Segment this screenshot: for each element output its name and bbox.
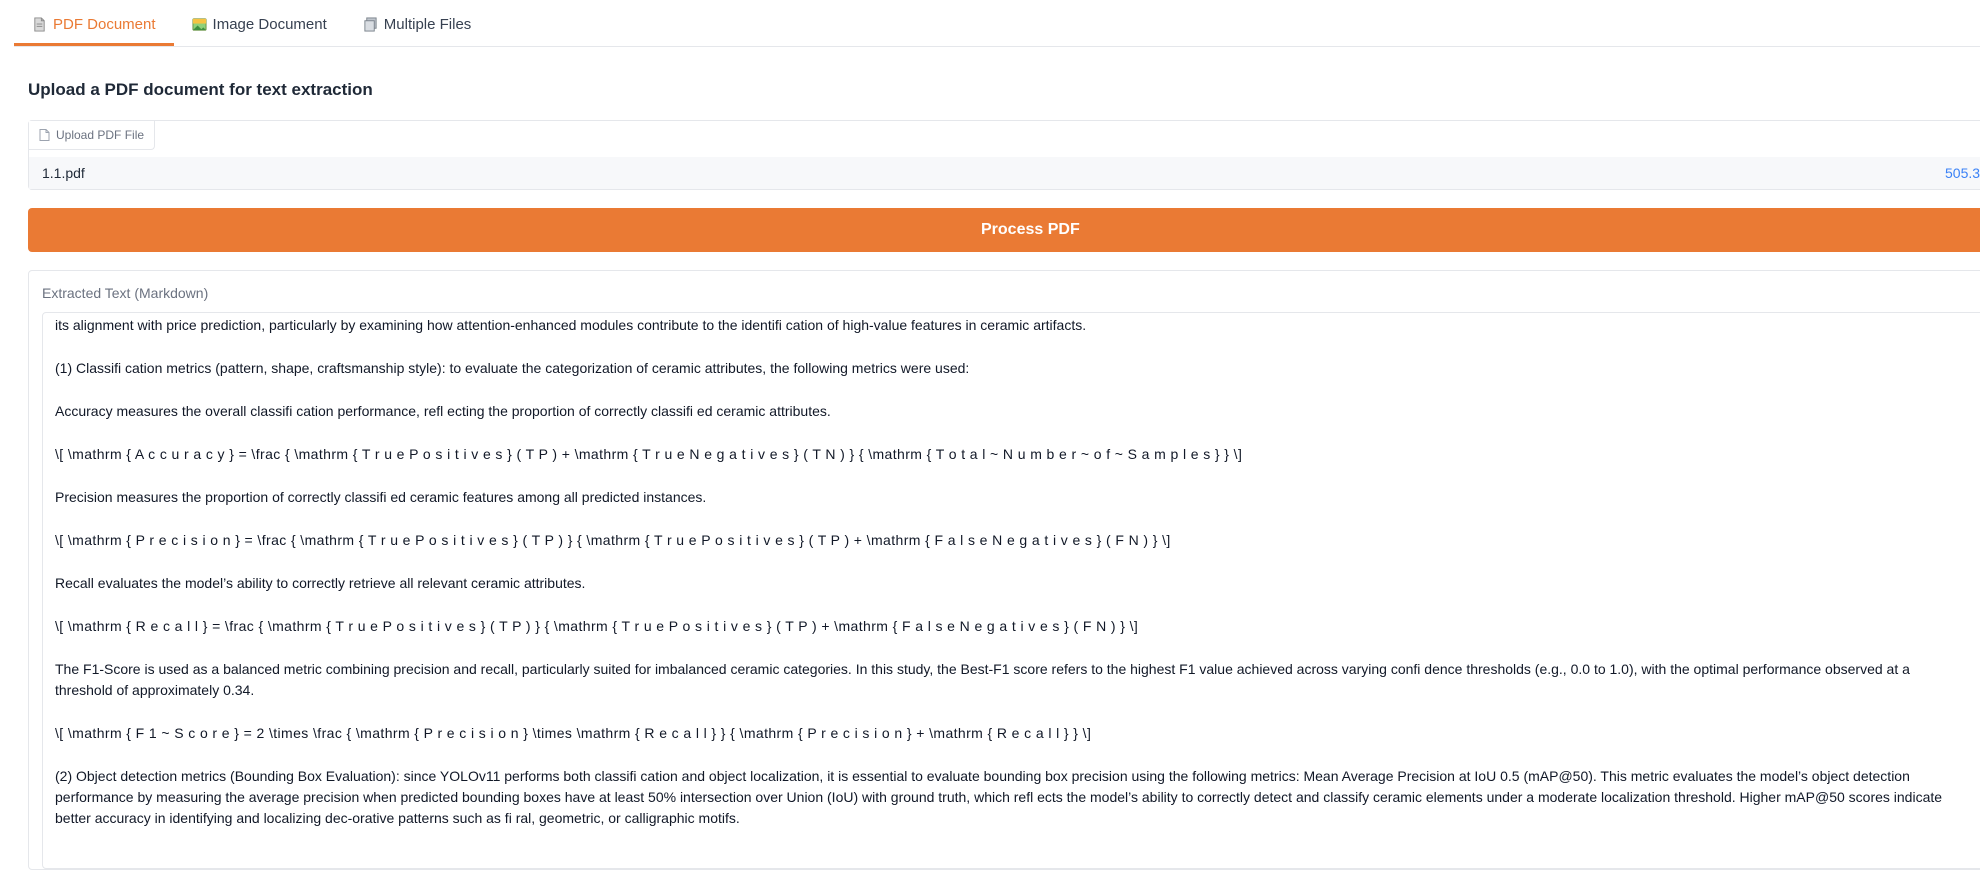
upload-section-title: Upload a PDF document for text extraction [28,80,373,99]
uploaded-file-row[interactable] [29,157,1980,189]
text-paragraph: (1) Classifi cation metrics (pattern, shape, craftsmanship style): to evaluate the categorization of ceramic attributes, the following metrics were used: [55,360,970,376]
upload-label-text: Upload PDF File [56,128,145,142]
text-paragraph: Recall evaluates the model’s ability to correctly retrieve all relevant ceramic attributes. [55,575,586,591]
multiple-files-icon [363,17,378,32]
file-upload-area[interactable] [28,120,1980,190]
tab-image-document[interactable] [174,2,345,46]
text-paragraph: its alignment with price prediction, particularly by examining how attention-enhanced modules contribute to the identifi cation of high-value features in ceramic artifacts. [55,317,1087,333]
text-paragraph: Precision measures the proportion of correctly classifi ed ceramic features among all predicted instances. [55,489,707,505]
formula-paragraph: \[ \mathrm { F 1 ~ S c o r e } = 2 \times \frac { \mathrm { P r e c i s i o n } \times \mathrm { R e c a l l } } { \mathrm { P r e c i s i o n } + \mathrm { R e c a l l } } \] [55,725,1092,741]
tab-bar [14,0,1980,47]
formula-paragraph: \[ \mathrm { A c c u r a c y } = \frac { \mathrm { T r u e P o s i t i v e s } ( T P ) + \mathrm { T r u e N e g a t i v e s } ( T N ) } { \mathrm { T o t a l ~ N u m b e r ~ o f ~ S a m p l e s } } \] [55,446,1243,462]
tab-label: Image Document [212,15,327,33]
tab-multiple-files[interactable] [345,2,490,46]
file-size: 505.3 [1945,165,1980,181]
text-paragraph: Accuracy measures the overall classifi cation performance, refl ecting the proportion of correctly classifi ed ceramic attributes. [55,403,831,419]
output-label: Extracted Text (Markdown) [42,285,209,301]
tab-pdf-document[interactable] [14,2,174,46]
tab-label: Multiple Files [383,15,472,33]
extracted-text-panel [28,270,1980,870]
tab-label: PDF Document [53,15,156,33]
extracted-text-area[interactable] [42,312,1980,869]
file-icon [39,129,50,141]
text-paragraph: (2) Object detection metrics (Bounding Box Evaluation): since YOLOv11 performs both classifi cation and object localization, it is essential to evaluate bounding box precision using the following metrics: Mean Average Precision at IoU 0.5 (mAP@50). This metric evaluates the model’s object detection performance by measuring the average precision when predicted bounding boxes have at least 50% intersection over Union (IoU) with ground truth, which refl ects the model’s ability to correctly detect and classify ceramic elements under a moderate localization threshold. Higher mAP@50 scores indicate better accuracy in identifying and localizing dec-orative patterns such as fi ral, geometric, or calligraphic motifs. [55,768,1943,826]
formula-paragraph: \[ \mathrm { R e c a l l } = \frac { \mathrm { T r u e P o s i t i v e s } ( T P ) } { \mathrm { T r u e P o s i t i v e s } ( T P ) + \mathrm { F a l s e N e g a t i v e s } ( F N ) } \] [55,618,1139,634]
pdf-document-icon [32,17,47,32]
process-pdf-button[interactable]: Process PDF [28,208,1980,252]
file-name: 1.1.pdf [42,165,85,181]
image-document-icon [192,17,207,32]
text-paragraph: The F1-Score is used as a balanced metric combining precision and recall, particularly suited for imbalanced ceramic categories. In this study, the Best-F1 score refers to the highest F1 value achieved across varying confi dence thresholds (e.g., 0.0 to 1.0), with the optimal performance observed at a threshold of approximately 0.34. [55,661,1910,698]
upload-file-label [29,121,155,150]
formula-paragraph: \[ \mathrm { P r e c i s i o n } = \frac { \mathrm { T r u e P o s i t i v e s } ( T P ) } { \mathrm { T r u e P o s i t i v e s } ( T P ) + \mathrm { F a l s e N e g a t i v e s } ( F N ) } \] [55,532,1171,548]
